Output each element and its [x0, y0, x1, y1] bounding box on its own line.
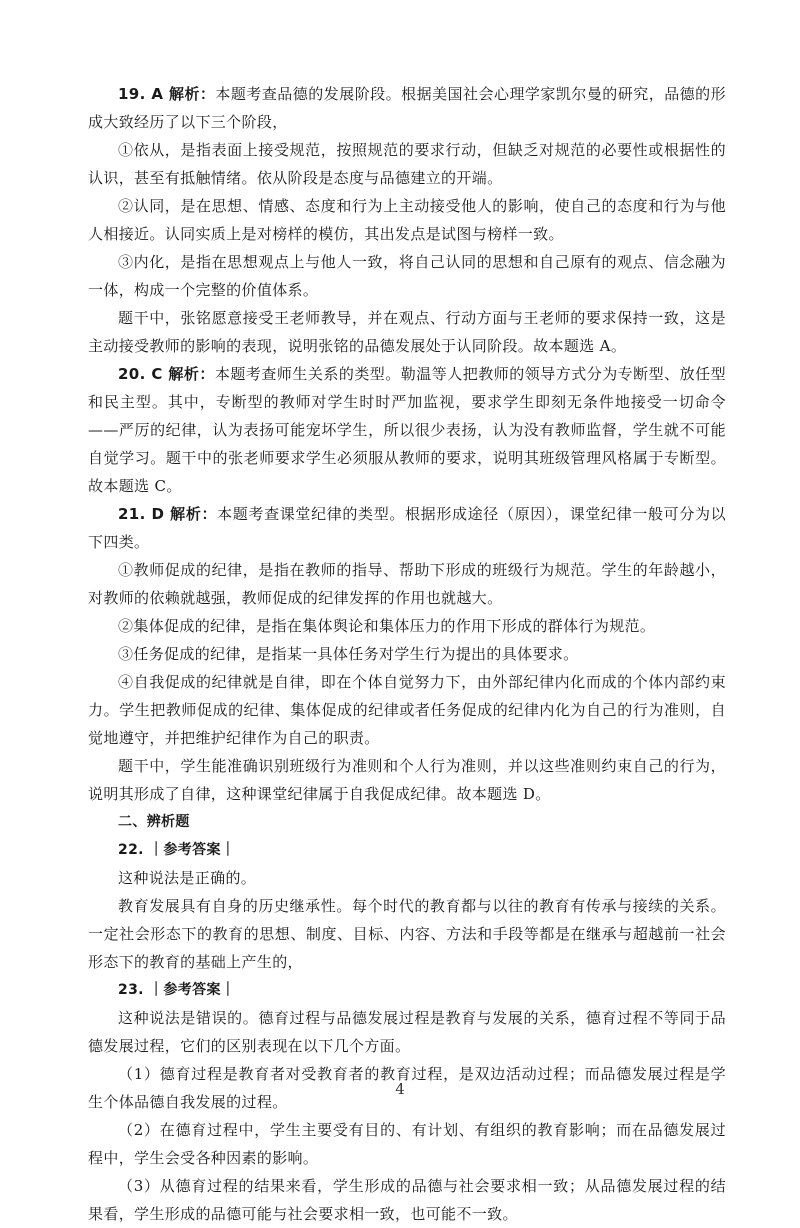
q19-intro-text: 本题考查品德的发展阶段。根据美国社会心理学家凯尔曼的研究，品德的形成大致经历了以下三个阶段，: [88, 85, 726, 131]
q19-label: 19. A 解析：: [118, 85, 216, 103]
q21-item1: ①教师促成的纪律，是指在教师的指导、帮助下形成的班级行为规范。学生的年龄越小，对教师的依赖就越强，教师促成的纪律发挥的作用也就越大。: [88, 561, 726, 607]
q21-label: 21. D 解析：: [118, 505, 218, 523]
q21-item2: ②集体促成的纪律，是指在集体舆论和集体压力的作用下形成的群体行为规范。: [118, 617, 656, 635]
q23-verdict: 这种说法是错误的。德育过程与品德发展过程是教育与发展的关系，德育过程不等同于品德发展过程，它们的区别表现在以下几个方面。: [88, 1009, 726, 1055]
q23-label: 23. ｜参考答案｜: [118, 982, 236, 998]
q20-text: [88, 360, 726, 500]
q23-point2: （2）在德育过程中，学生主要受有目的、有计划、有组织的教育影响；而在品德发展过程中，学生会受各种因素的影响。: [88, 1121, 726, 1167]
q23-point3: （3）从德育过程的结果来看，学生形成的品德与社会要求相一致；从品德发展过程的结果看，学生形成的品德可能与社会要求相一致，也可能不一致。: [88, 1177, 726, 1223]
q21-conclusion: 题干中，学生能准确识别班级行为准则和个人行为准则，并以这些准则约束自己的行为，说明其形成了自律，这种课堂纪律属于自我促成纪律。故本题选 D。: [88, 757, 726, 803]
section-heading: 二、辨析题: [118, 814, 190, 830]
q21-intro: [88, 500, 726, 556]
q22-text: 教育发展具有自身的历史继承性。每个时代的教育都与以往的教育有传承与接续的关系。一定社会形态下的教育的思想、制度、目标、内容、方法和手段等都是在继承与超越前一社会形态下的教育的基础上产生的，: [88, 897, 726, 971]
q20-label: 20. C 解析：: [118, 365, 215, 383]
q19-item1: ①依从，是指表面上接受规范，按照规范的要求行动，但缺乏对规范的必要性或根据性的认识，甚至有抵触情绪。依从阶段是态度与品德建立的开端。: [88, 141, 726, 187]
q19-item2: ②认同，是在思想、情感、态度和行为上主动接受他人的影响，使自己的态度和行为与他人相接近。认同实质上是对榜样的模仿，其出发点是试图与榜样一致。: [88, 197, 726, 243]
q21-intro-text: 本题考查课堂纪律的类型。根据形成途径（原因），课堂纪律一般可分为以下四类。: [88, 505, 726, 551]
q20-body: 本题考查师生关系的类型。勒温等人把教师的领导方式分为专断型、放任型和民主型。其中，专断型的教师对学生时时严加监视，要求学生即刻无条件地接受一切命令——严厉的纪律，认为表扬可能宠坏学生，所以很少表扬，认为没有教师监督，学生就不可能自觉学习。题干中的张老师要求学生必须服从教师的要求，说明其班级管理风格属于专断型。故本题选 C。: [88, 365, 726, 495]
q19-intro: [88, 80, 726, 136]
q23-point1: （1）德育过程是教育者对受教育者的教育过程，是双边活动过程；而品德发展过程是学生个体品德自我发展的过程。: [88, 1065, 726, 1111]
page-number: 4: [395, 1080, 405, 1098]
q19-item3: ③内化，是指在思想观点上与他人一致，将自己认同的思想和自己原有的观点、信念融为一体，构成一个完整的价值体系。: [88, 253, 726, 299]
q22-label: 22. ｜参考答案｜: [118, 842, 236, 858]
q22-verdict: 这种说法是正确的。: [118, 869, 257, 887]
q21-item4: ④自我促成的纪律就是自律，即在个体自觉努力下，由外部纪律内化而成的个体内部约束力。学生把教师促成的纪律、集体促成的纪律或者任务促成的纪律内化为自己的行为准则，自觉地遵守，并把维护纪律作为自己的职责。: [88, 673, 726, 747]
q19-conclusion: 题干中，张铭愿意接受王老师教导，并在观点、行动方面与王老师的要求保持一致，这是主动接受教师的影响的表现，说明张铭的品德发展处于认同阶段。故本题选 A。: [88, 309, 726, 355]
document-body: [88, 80, 726, 1228]
q21-item3: ③任务促成的纪律，是指某一具体任务对学生行为提出的具体要求。: [118, 645, 579, 663]
